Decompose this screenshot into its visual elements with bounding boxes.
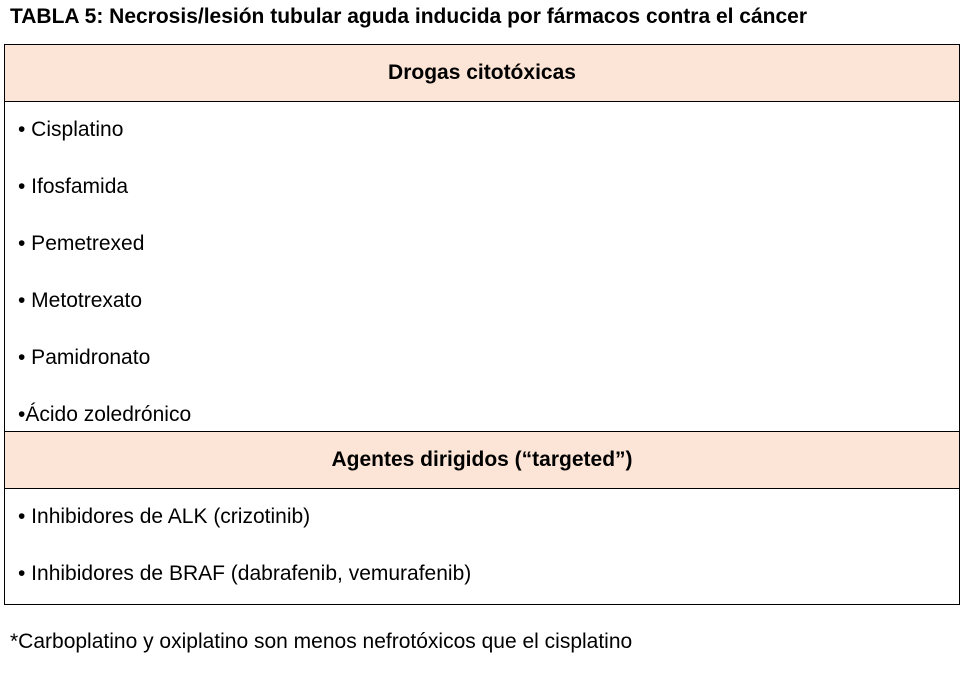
list-item: • Inhibidores de BRAF (dabrafenib, vemurafenib) [18, 562, 472, 585]
drug-table [4, 44, 960, 605]
section-header-cytotoxic: Drogas citotóxicas [5, 45, 959, 102]
section-body-targeted [5, 489, 959, 604]
list-item: • Pamidronato [18, 346, 151, 369]
list-item: • Inhibidores de ALK (crizotinib) [18, 505, 311, 528]
list-item: • Metotrexato [18, 289, 143, 312]
section-header-targeted: Agentes dirigidos (“targeted”) [5, 431, 959, 489]
list-item: •Ácido zoledrónico [18, 403, 192, 426]
footnote: *Carboplatino y oxiplatino son menos nefrotóxicos que el cisplatino [10, 630, 633, 653]
list-item: • Cisplatino [18, 118, 124, 141]
section-body-cytotoxic [5, 102, 959, 431]
table-title: TABLA 5: Necrosis/lesión tubular aguda inducida por fármacos contra el cáncer [10, 5, 808, 28]
list-item: • Pemetrexed [18, 232, 145, 255]
list-item: • Ifosfamida [18, 175, 129, 198]
